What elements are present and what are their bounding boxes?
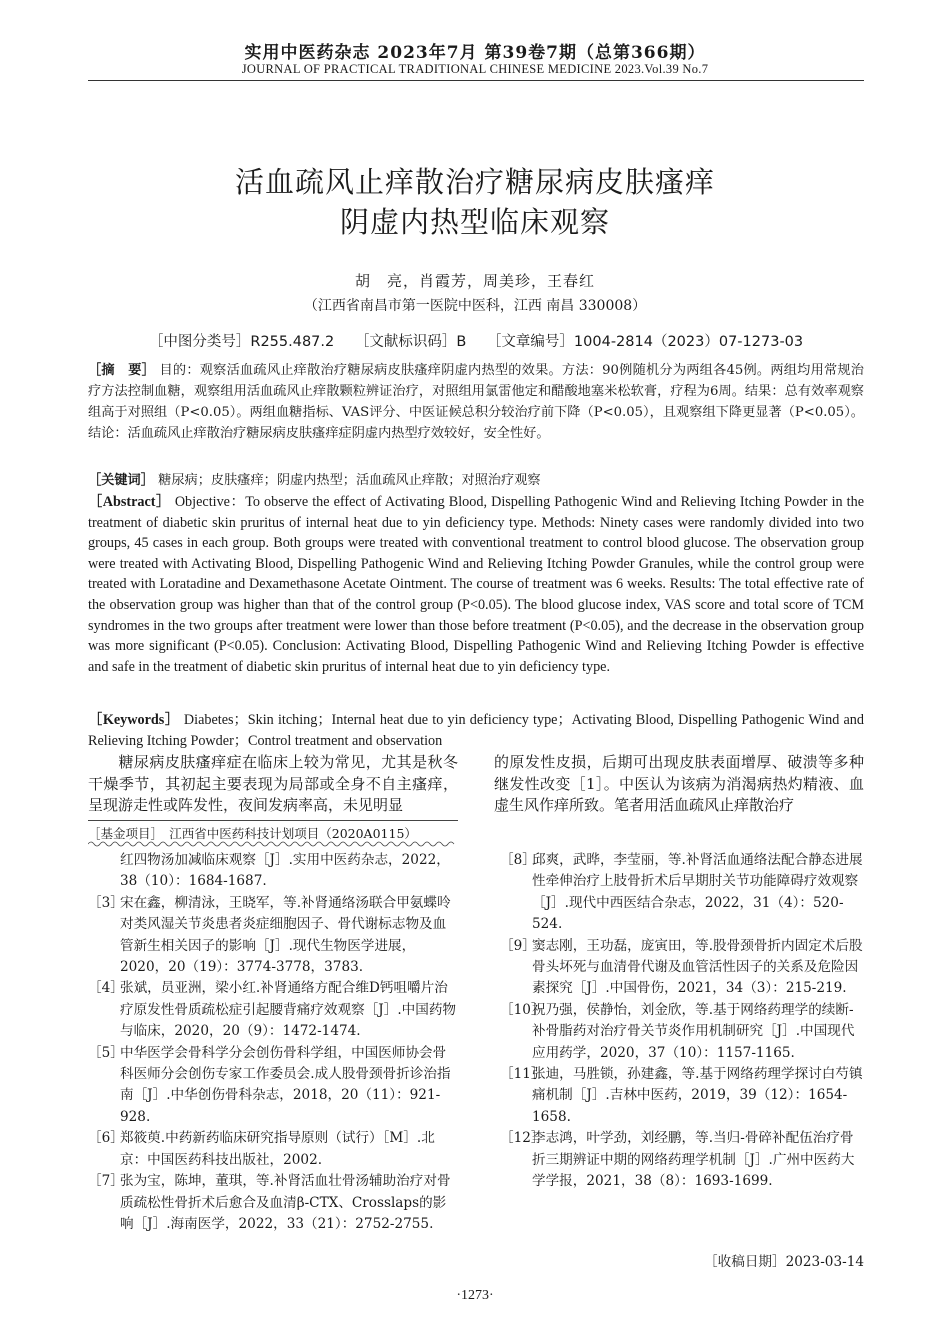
reference-item: ［12］ 李志鸿，叶学劲，刘经鹏，等.当归-骨碎补配伍治疗骨折三期辨证中期的网络药理学机制［J］.广州中医药大学学报，2021，38（8）：1693-1699. [500,1130,855,1190]
keywords-en-text: Diabetes；Skin itching；Internal heat due to yin deficiency type；Activating Blood, Dispelling Pathogenic Wind and Relieving Itching Powder；Control treatment and observation [88,712,864,749]
keywords-cn-label: ［关键词］ [88,473,154,488]
body-text-left [88,752,458,817]
body-right-text: 的原发性皮损，后期可出现皮肤表面增厚、破溃等多种继发性改变［1］。中医认为该病为消渴病热灼精液、血虚生风作痒所致。笔者用活血疏风止痒散治疗 [494,753,864,814]
journal-header-cn: 实用中医药杂志 2023年7月 第39卷7期（总第366期） [244,43,706,63]
abstract-en [88,492,864,677]
reference-item: ［5］ 中华医学会骨科学分会创伤骨科学组，中国医师协会骨科医师分会创伤专家工作委员会.成人股骨颈骨折诊治指南［J］.中华创伤骨科杂志，2018，20（11）：921-928. [88,1044,451,1125]
reference-item: ［9］ 窦志刚，王功磊，庞寅田，等.股骨颈骨折内固定术后股骨头坏死与血清骨代谢及血管活性因子的关系及危险因素探究［J］.中国骨伤，2021，34（3）：215-219. [500,937,863,997]
abstract-cn-label: ［摘 要］ [88,363,156,378]
authors: 胡 亮，肖霞芳，周美珍，王春红 [354,272,595,290]
document-code: ［文献标识码］B [354,334,467,350]
keywords-en [88,710,864,751]
references-left [88,850,458,1235]
body-text-right [494,752,864,817]
body-left-text: 糖尿病皮肤瘙痒症在临床上较为常见，尤其是秋冬干燥季节，其初起主要表现为局部或全身不自主瘙痒，呈现游走性或阵发性，夜间发病率高，未见明显 [88,753,458,814]
reference-item: ［8］ 邱爽，武晔，李莹丽，等.补肾活血通络法配合静态进展性牵伸治疗上肢骨折术后早期肘关节功能障碍疗效观察［J］.现代中西医结合杂志，2022，31（4）：520-524. [500,852,863,933]
reference-item: ［10］ 祝乃强，侯静怡，刘金欣，等.基于网络药理学的续断-补骨脂药对治疗骨关节炎作用机制研究［J］.中国现代应用药学，2020，37（10）：1157-1165. [500,1001,855,1061]
fund-note: ［基金项目］ 江西省中医药科技计划项目（2020A0115） [88,826,417,841]
journal-header-en: JOURNAL OF PRACTICAL TRADITIONAL CHINESE MEDICINE 2023.Vol.39 No.7 [241,62,709,76]
keywords-en-label: ［Keywords］ [88,712,180,728]
article-title-line1: 活血疏风止痒散治疗糖尿病皮肤瘙痒 [234,165,715,199]
reference-item: ［3］ 宋在鑫，柳清泳，王晓军，等.补肾通络汤联合甲氨蝶呤对类风湿关节炎患者炎症细胞因子、骨代谢标志物及血管新生相关因子的影响［J］.现代生物医学进展，2020，20（19）：3774-3778，3783. [88,894,451,976]
clc-number: ［中图分类号］R255.487.2 [148,334,335,350]
references-right [500,850,865,1193]
abstract-cn-text: 目的：观察活血疏风止痒散治疗糖尿病皮肤瘙痒阴虚内热型的效果。方法：90例随机分为两组各45例。两组均用常规治疗方法控制血糖，观察组用活血疏风止痒散颗粒辨证治疗，对照组用氯雷他定和醋酸地塞米松软膏，疗程为6周。结果：总有效率观察组高于对照组（P<0.05）。两组血糖指标、VAS评分、中医证候总积分较治疗前下降（P<0.05），且观察组下降更显著（P<0.05）。结论：活血疏风止痒散治疗糖尿病皮肤瘙痒症阴虚内热型疗效较好，安全性好。 [88,363,864,441]
keywords-cn-text: 糖尿病；皮肤瘙痒；阴虚内热型；活血疏风止痒散；对照治疗观察 [158,473,541,488]
page-number: ·1273· [456,1288,494,1303]
reference-item: 红四物汤加减临床观察［J］.实用中医药杂志，2022，38（10）：1684-1687. [120,852,450,890]
received-date: ［收稿日期］2023-03-14 [704,1254,864,1270]
classification-line [88,330,864,351]
abstract-cn [88,360,864,444]
abstract-en-label: ［Abstract］ [88,494,171,510]
header-rule [88,80,864,81]
footnote-rule [88,820,458,821]
article-title-line2: 阴虚内热型临床观察 [339,205,610,239]
wavy-divider [88,840,458,848]
reference-item: ［11］ 张迪，马胜锁，孙建鑫，等.基于网络药理学探讨白芍镇痛机制［J］.吉林中医药，2019，39（12）：1654-1658. [500,1066,863,1125]
article-number: ［文章编号］1004-2814（2023）07-1273-03 [486,334,804,350]
reference-item: ［6］ 郑筱萸.中药新药临床研究指导原则（试行）［M］.北京：中国医药科技出版社，2002. [88,1130,435,1168]
reference-item: ［7］ 张为宝，陈坤，董琪，等.补肾活血壮骨汤辅助治疗对骨质疏松性骨折术后愈合及血清β-CTX、Crosslaps的影响［J］.海南医学，2022，33（21）：2752-2755. [88,1173,451,1232]
keywords-cn [88,470,864,491]
abstract-en-text: Objective：To observe the effect of Activating Blood, Dispelling Pathogenic Wind and Relieving Itching Powder in the treatment of diabetic skin pruritus of internal heat due to yin deficiency type. Methods: Ninety cases were randomly divided into two groups, 45 cases in each group. Both groups were treated with conventional treatment to control blood glucose. The observation group were treated with Activating Blood, Dispelling Pathogenic Wind and Relieving Itching Powder Granules, while the control group were treated with Loratadine and Dexamethasone Acetate Ointment. The course of treatment was 6 weeks. Results: The total effective rate of the observation group was higher than that of the control group (P<0.05). The blood glucose index, VAS score and total score of TCM syndromes in the two groups after treatment were lower than those before treatment (P<0.05), and the decrease in the observation group was more significant (P<0.05). Conclusion: Activating Blood, Dispelling Pathogenic Wind and Relieving Itching Powder is effective and safe in the treatment of diabetic skin pruritus of internal heat due to yin deficiency type. [88,494,865,675]
reference-item: ［4］ 张斌，员亚洲，梁小红.补肾通络方配合维D钙咀嚼片治疗原发性骨质疏松症引起腰背痛疗效观察［J］.中国药物与临床，2020，20（9）：1472-1474. [88,980,457,1040]
affiliation: （江西省南昌市第一医院中医科，江西 南昌 330008） [303,298,647,314]
